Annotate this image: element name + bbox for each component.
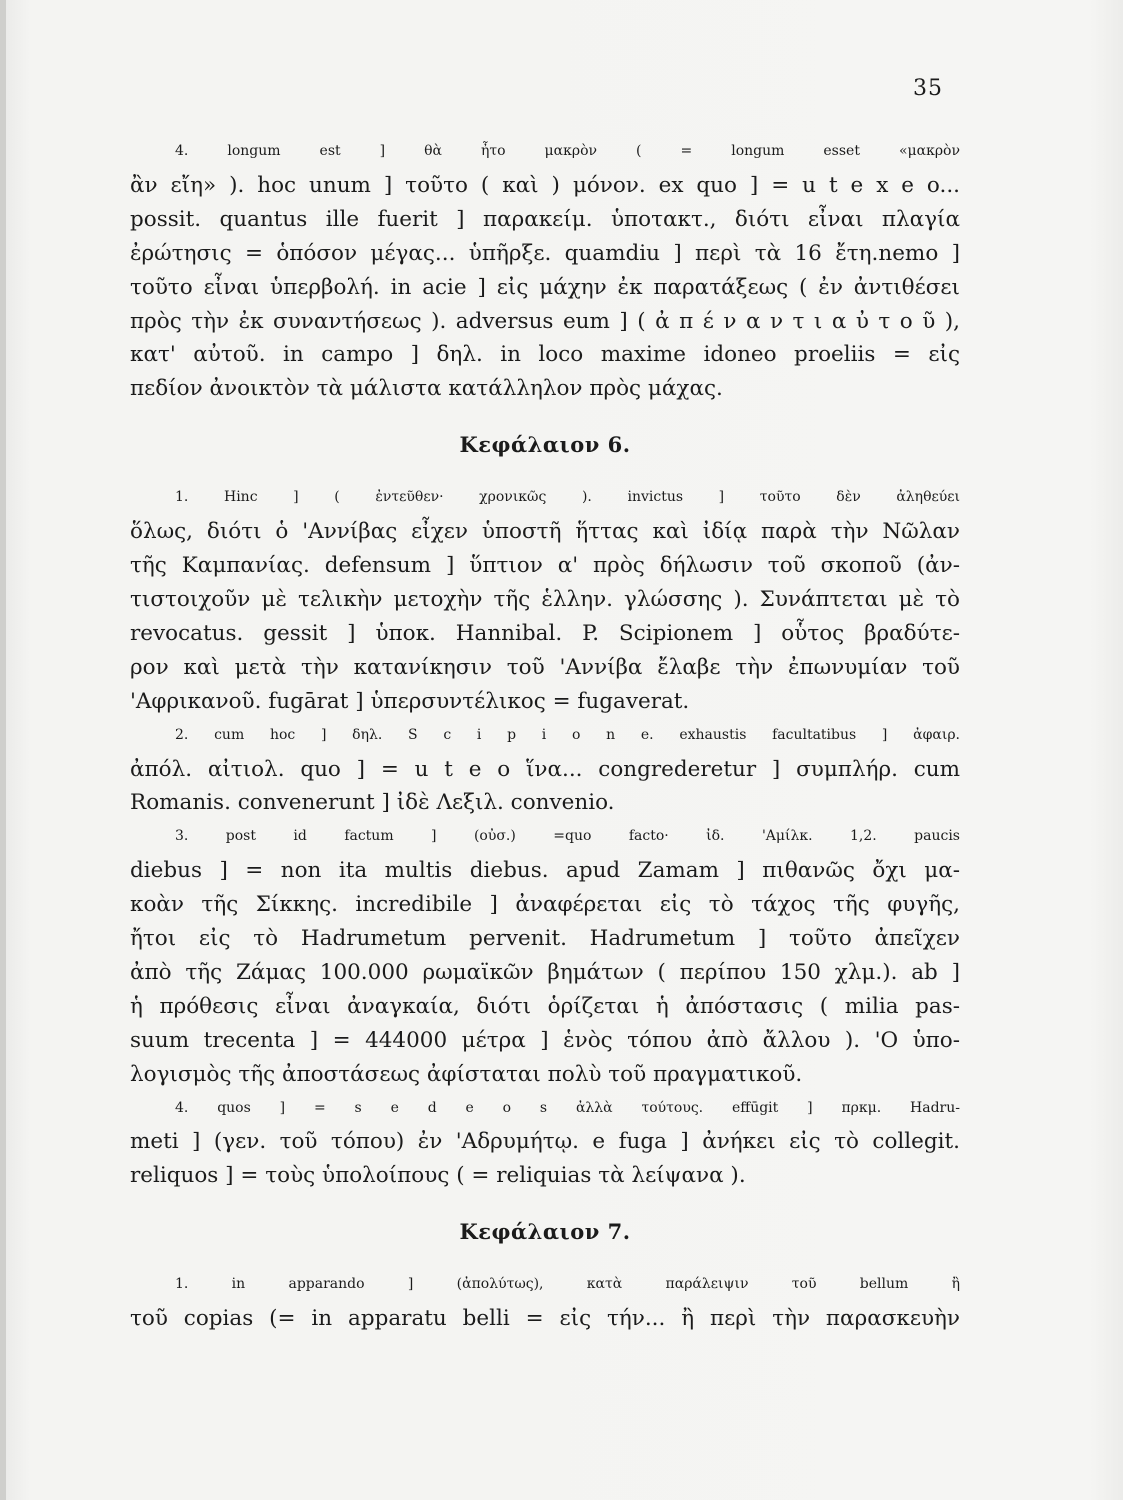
text-line: κοὰν τῆς Σίκκης. incredibile ] ἀναφέρεται εἰς τὸ τάχος τῆς φυγῆς,: [130, 892, 960, 918]
text-line: πεδίον ἀνοικτὸν τὰ μάλιστα κατάλληλον πρὸς μάχας.: [130, 376, 723, 402]
text-line: ἐρώτησις = ὁπόσον μέγας... ὑπῆρξε. quamdiu ] περὶ τὰ 16 ἔτη.nemo ]: [130, 240, 960, 266]
chapter-6-paragraph-2: [130, 719, 960, 821]
text-line: ἀπόλ. αἰτιολ. quo ] = u t e o ἵνα... congrederetur ] συμπλήρ. cum: [130, 756, 960, 782]
section-1-paragraph: [130, 135, 960, 406]
page-content: [130, 135, 960, 1336]
text-line: possit. quantus ille fuerit ] παρακείμ. ὑποτακτ., διότι εἶναι πλαγία: [130, 206, 960, 232]
text-line: 4. longum est ] θὰ ἦτο μακρὸν ( = longum esset «μακρὸν: [175, 143, 960, 159]
text-line: diebus ] = non ita multis diebus. apud Zamam ] πιθανῶς ὄχι μα-: [130, 858, 960, 884]
chapter-6-paragraph-3: [130, 820, 960, 1091]
text-line: τιστοιχοῦν μὲ τελικὴν μετοχὴν τῆς ἑλλην. γλώσσης ). Συνάπτεται μὲ τὸ: [130, 586, 960, 612]
text-line: suum trecenta ] = 444000 μέτρα ] ἑνὸς τόπου ἀπὸ ἄλλου ). 'Ο ὑπο-: [130, 1027, 960, 1053]
page-number: 35: [913, 76, 943, 101]
text-line: 2. cum hoc ] δηλ. S c i p i o n e. exhaustis facultatibus ] ἀφαιρ.: [175, 726, 960, 743]
chapter-7-paragraph-1: [130, 1268, 960, 1336]
text-line: κατ' αὐτοῦ. in campo ] δηλ. in loco maxime idoneo proeliis = εἰς: [130, 342, 960, 368]
text-line: revocatus. gessit ] ὑποκ. Hannibal. P. Scipionem ] οὗτος βραδύτε-: [130, 620, 960, 646]
text-line: 1. Hinc ] ( ἐντεῦθεν· χρονικῶς ). invictus ] τοῦτο δὲν ἀληθεύει: [175, 489, 960, 506]
text-line: 4. quos ] = s e d e o s ἀλλὰ τούτους. effūgit ] πρκμ. Hadru-: [175, 1099, 960, 1116]
chapter-6-paragraph-4: [130, 1092, 960, 1194]
page-edge: [0, 0, 6, 1500]
text-line: ὅλως, διότι ὁ 'Αννίβας εἶχεν ὑποστῆ ἥττας καὶ ἰδίᾳ παρὰ τὴν Νῶλαν: [130, 519, 960, 545]
text-line: πρὸς τὴν ἐκ συναντήσεως ). adversus eum ] ( ἀ π έ ν α ν τ ι α ὐ τ ο ῦ ),: [130, 308, 960, 334]
text-line: ἤτοι εἰς τὸ Hadrumetum pervenit. Hadrumetum ] τοῦτο ἀπεῖχεν: [130, 926, 960, 952]
text-line: 3. post id factum ] (οὐσ.) =quo facto· ἰδ. 'Αμίλκ. 1,2. paucis: [175, 828, 960, 845]
chapter-6-paragraph-1: [130, 481, 960, 718]
text-line: ἡ πρόθεσις εἶναι ἀναγκαία, διότι ὁρίζεται ἡ ἀπόστασις ( milia pas-: [130, 993, 960, 1019]
text-line: reliquos ] = τοὺς ὑπολοίπους ( = reliquias τὰ λείψανα ).: [130, 1163, 746, 1189]
chapter-7-heading: Κεφάλαιον 7.: [459, 1219, 631, 1245]
text-line: meti ] (γεν. τοῦ τόπου) ἐν 'Αδρυμήτῳ. e fuga ] ἀνήκει εἰς τὸ collegit.: [130, 1129, 960, 1155]
text-line: 1. in apparando ] (ἀπολύτως), κατὰ παράλειψιν τοῦ bellum ἢ: [175, 1276, 960, 1293]
text-line: ρον καὶ μετὰ τὴν κατανίκησιν τοῦ 'Αννίβα ἔλαβε τὴν ἐπωνυμίαν τοῦ: [130, 654, 960, 680]
text-line: τοῦ copias (= in apparatu belli = εἰς τήν... ἢ περὶ τὴν παρασκευὴν: [130, 1306, 960, 1332]
chapter-6-heading: Κεφάλαιον 6.: [459, 432, 631, 458]
text-line: Romanis. convenerunt ] ἰδὲ Λεξιλ. convenio.: [130, 790, 615, 816]
text-line: ἀπὸ τῆς Ζάμας 100.000 ρωμαϊκῶν βημάτων ( περίπου 150 χλμ.). ab ]: [130, 959, 960, 985]
text-line: τοῦτο εἶναι ὑπερβολή. in acie ] εἰς μάχην ἐκ παρατάξεως ( ἐν ἀντιθέσει: [130, 274, 960, 300]
text-line: τῆς Καμπανίας. defensum ] ὕπτιον α' πρὸς δήλωσιν τοῦ σκοποῦ (ἀν-: [130, 553, 960, 579]
text-line: ἂν εἴη» ). hoc unum ] τοῦτο ( καὶ ) μόνον. ex quo ] = u t e x e o...: [130, 172, 960, 198]
text-line: λογισμὸς τῆς ἀποστάσεως ἀφίσταται πολὺ τοῦ πραγματικοῦ.: [130, 1061, 803, 1087]
text-line: 'Αφρικανοῦ. fugārat ] ὑπερσυντέλικος = fugaverat.: [130, 688, 690, 714]
